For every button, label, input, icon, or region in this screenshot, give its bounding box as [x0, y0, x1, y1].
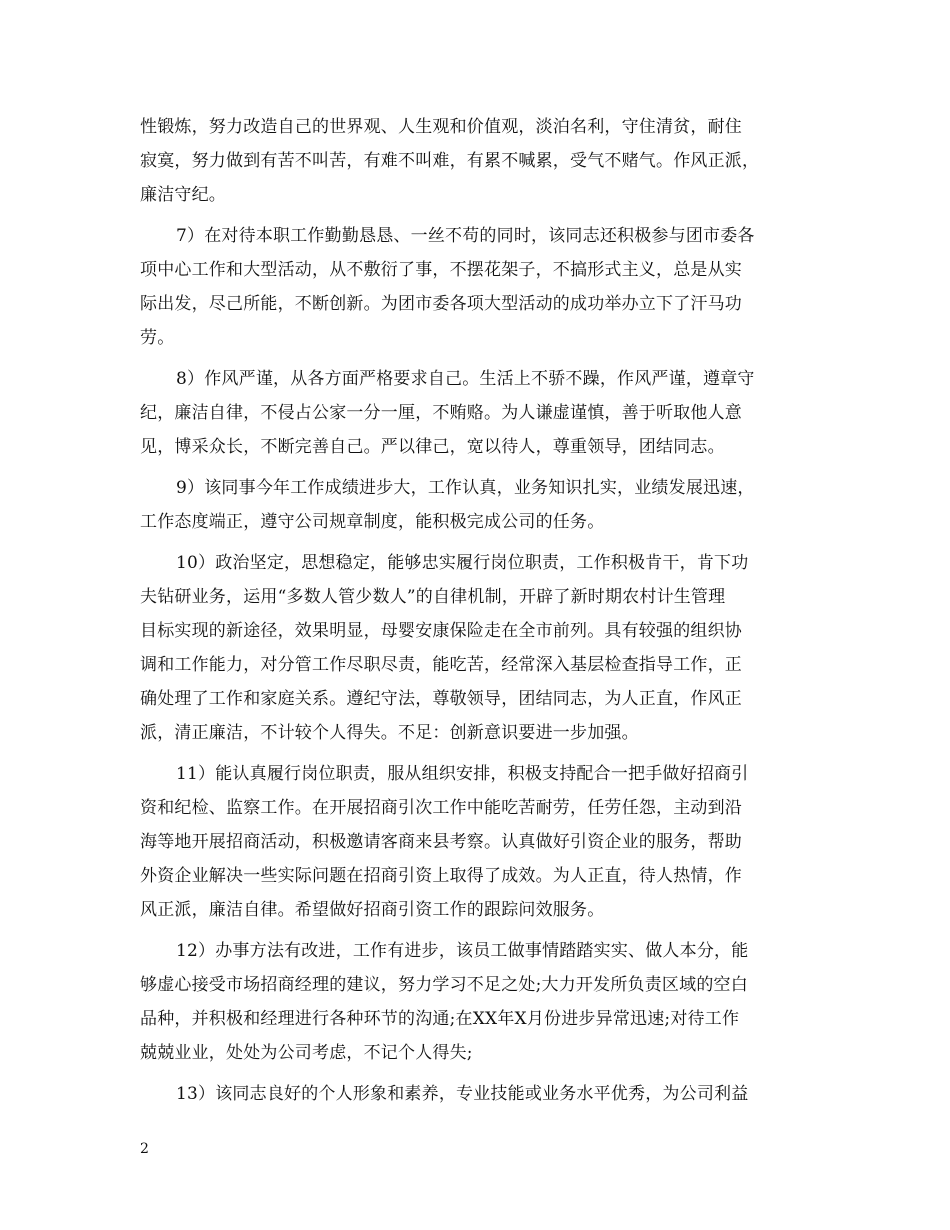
paragraph-line: 调和工作能力，对分管工作尽职尽责，能吃苦，经常深入基层检查指导工作，正	[140, 655, 742, 675]
paragraph-line: 11）能认真履行岗位职责，服从组织安排，积极支持配合一把手做好招商引	[176, 764, 749, 784]
paragraph-line: 海等地开展招商活动，积极邀请客商来县考察。认真做好引资企业的服务，帮助	[140, 832, 742, 852]
paragraph-item-7	[140, 219, 830, 355]
paragraph-item-12	[140, 934, 830, 1070]
paragraph-line: 12）办事方法有改进，工作有进步，该员工做事情踏踏实实、做人本分，能	[176, 941, 749, 961]
paragraph-line: 9）该同事今年工作成绩进步大，工作认真，业务知识扎实，业绩发展迅速，	[176, 478, 755, 498]
paragraph-line: 风正派，廉洁自律。希望做好招商引资工作的跟踪问效服务。	[140, 900, 605, 920]
paragraph-line: 见，博采众长，不断完善自己。严以律己，宽以待人，尊重领导，团结同志。	[140, 437, 725, 457]
paragraph-line: 确处理了工作和家庭关系。遵纪守法，尊敬领导，团结同志，为人正直，作风正	[140, 689, 742, 709]
paragraph-continuation	[140, 110, 830, 212]
paragraph-item-8	[140, 362, 830, 464]
paragraph-line: 际出发，尽己所能，不断创新。为团市委各项大型活动的成功举办立下了汗马功	[140, 294, 742, 314]
paragraph-line: 派，清正廉洁，不计较个人得失。不足：创新意识要进一步加强。	[140, 723, 639, 743]
paragraph-line: 外资企业解决一些实际问题在招商引资上取得了成效。为人正直，待人热情，作	[140, 866, 742, 886]
paragraph-line: 工作态度端正，遵守公司规章制度，能积极完成公司的任务。	[140, 512, 605, 532]
paragraph-line: 夫钻研业务，运用“多数人管少数人”的自律机制，开辟了新时期农村计生管理	[140, 587, 726, 607]
paragraph-line: 兢兢业业，处处为公司考虑，不记个人得失;	[140, 1043, 473, 1063]
paragraph-item-11	[140, 757, 830, 927]
paragraph-line: 资和纪检、监察工作。在开展招商引次工作中能吃苦耐劳，任劳任怨，主动到沿	[140, 798, 742, 818]
paragraph-line: 品种，并积极和经理进行各种环节的沟通;在XX年X月份进步异常迅速;对待工作	[140, 1009, 740, 1029]
paragraph-line: 10）政治坚定，思想稳定，能够忠实履行岗位职责，工作积极肯干，肯下功	[176, 553, 749, 573]
paragraph-line: 13）该同志良好的个人形象和素养，专业技能或业务水平优秀，为公司利益	[176, 1084, 749, 1104]
paragraph-line: 劳。	[140, 328, 175, 348]
paragraph-line: 寂寞，努力做到有苦不叫苦，有难不叫难，有累不喊累，受气不赌气。作风正派，	[140, 151, 760, 171]
page-number: 2	[140, 1141, 149, 1157]
paragraph-line: 够虚心接受市场招商经理的建议，努力学习不足之处;大力开发所负责区域的空白	[140, 975, 748, 995]
paragraph-item-13	[140, 1077, 830, 1111]
paragraph-line: 项中心工作和大型活动，从不敷衍了事，不摆花架子，不搞形式主义，总是从实	[140, 260, 742, 280]
paragraph-line: 8）作风严谨，从各方面严格要求自己。生活上不骄不躁，作风严谨，遵章守	[176, 369, 755, 389]
paragraph-line: 廉洁守纪。	[140, 185, 226, 205]
paragraph-item-9	[140, 471, 830, 539]
paragraph-line: 目标实现的新途径，效果明显，母婴安康保险走在全市前列。具有较强的组织协	[140, 621, 742, 641]
paragraph-line: 纪，廉洁自律，不侵占公家一分一厘，不贿赂。为人谦虚谨慎，善于听取他人意	[140, 403, 742, 423]
paragraph-item-10	[140, 546, 830, 750]
paragraph-line: 7）在对待本职工作勤勤恳恳、一丝不苟的同时，该同志还积极参与团市委各	[176, 226, 755, 246]
paragraph-line: 性锻炼，努力改造自己的世界观、人生观和价值观，淡泊名利，守住清贫，耐住	[140, 117, 742, 137]
document-body	[140, 110, 830, 1118]
